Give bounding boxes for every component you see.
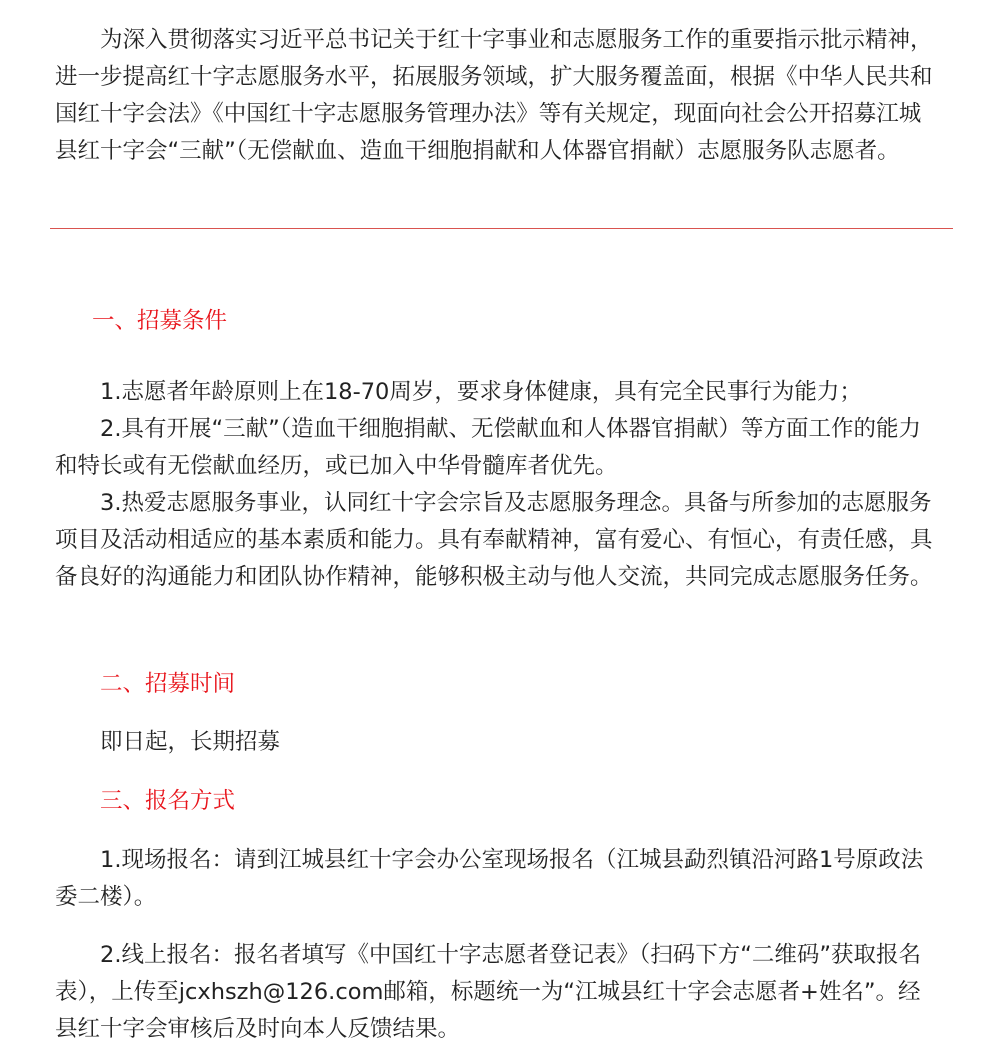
registration-online: 2.线上报名：报名者填写《中国红十字志愿者登记表》（扫码下方“二维码”获取报名表），上传至jcxhszh@126.com邮箱，标题统一为“江城县红十字会志愿者+姓名”。经县红十字会审核后及时向本人反馈结果。 xyxy=(55,942,922,1042)
section-divider xyxy=(50,228,953,229)
section-body-registration-method-onsite xyxy=(55,842,941,916)
article-body xyxy=(55,22,941,170)
condition-item-3: 3.热爱志愿服务事业，认同红十字会宗旨及志愿服务理念。具备与所参加的志愿服务项目及活动相适应的基本素质和能力。具有奉献精神，富有爱心、有恒心，有责任感，具备良好的沟通能力和团队协作精神，能够积极主动与他人交流，共同完成志愿服务任务。 xyxy=(55,490,933,590)
condition-item-1: 1.志愿者年龄原则上在18-70周岁，要求身体健康，具有完全民事行为能力； xyxy=(100,379,862,405)
registration-onsite: 1.现场报名：请到江城县红十字会办公室现场报名（江城县勐烈镇沿河路1号原政法委二楼）。 xyxy=(55,847,924,910)
section-body-registration-method-online xyxy=(55,937,941,1048)
section-body-recruitment-time xyxy=(55,724,941,761)
section-body-recruitment-conditions xyxy=(55,374,941,596)
section-heading-recruitment-conditions: 一、招募条件 xyxy=(92,308,228,334)
intro-paragraph: 为深入贯彻落实习近平总书记关于红十字事业和志愿服务工作的重要指示批示精神，进一步提高红十字志愿服务水平，拓展服务领域，扩大服务覆盖面，根据《中华人民共和国红十字会法》《中国红十字志愿服务管理办法》等有关规定，现面向社会公开招募江城县红十字会“三献”（无偿献血、造血干细胞捐献和人体器官捐献）志愿服务队志愿者。 xyxy=(55,27,933,164)
section-heading-registration-method: 三、报名方式 xyxy=(100,788,236,814)
condition-item-2: 2.具有开展“三献”（造血干细胞捐献、无偿献血和人体器官捐献）等方面工作的能力和特长或有无偿献血经历，或已加入中华骨髓库者优先。 xyxy=(55,416,922,479)
recruitment-time-text: 即日起，长期招募 xyxy=(100,729,281,755)
section-heading-recruitment-time: 二、招募时间 xyxy=(100,671,236,697)
